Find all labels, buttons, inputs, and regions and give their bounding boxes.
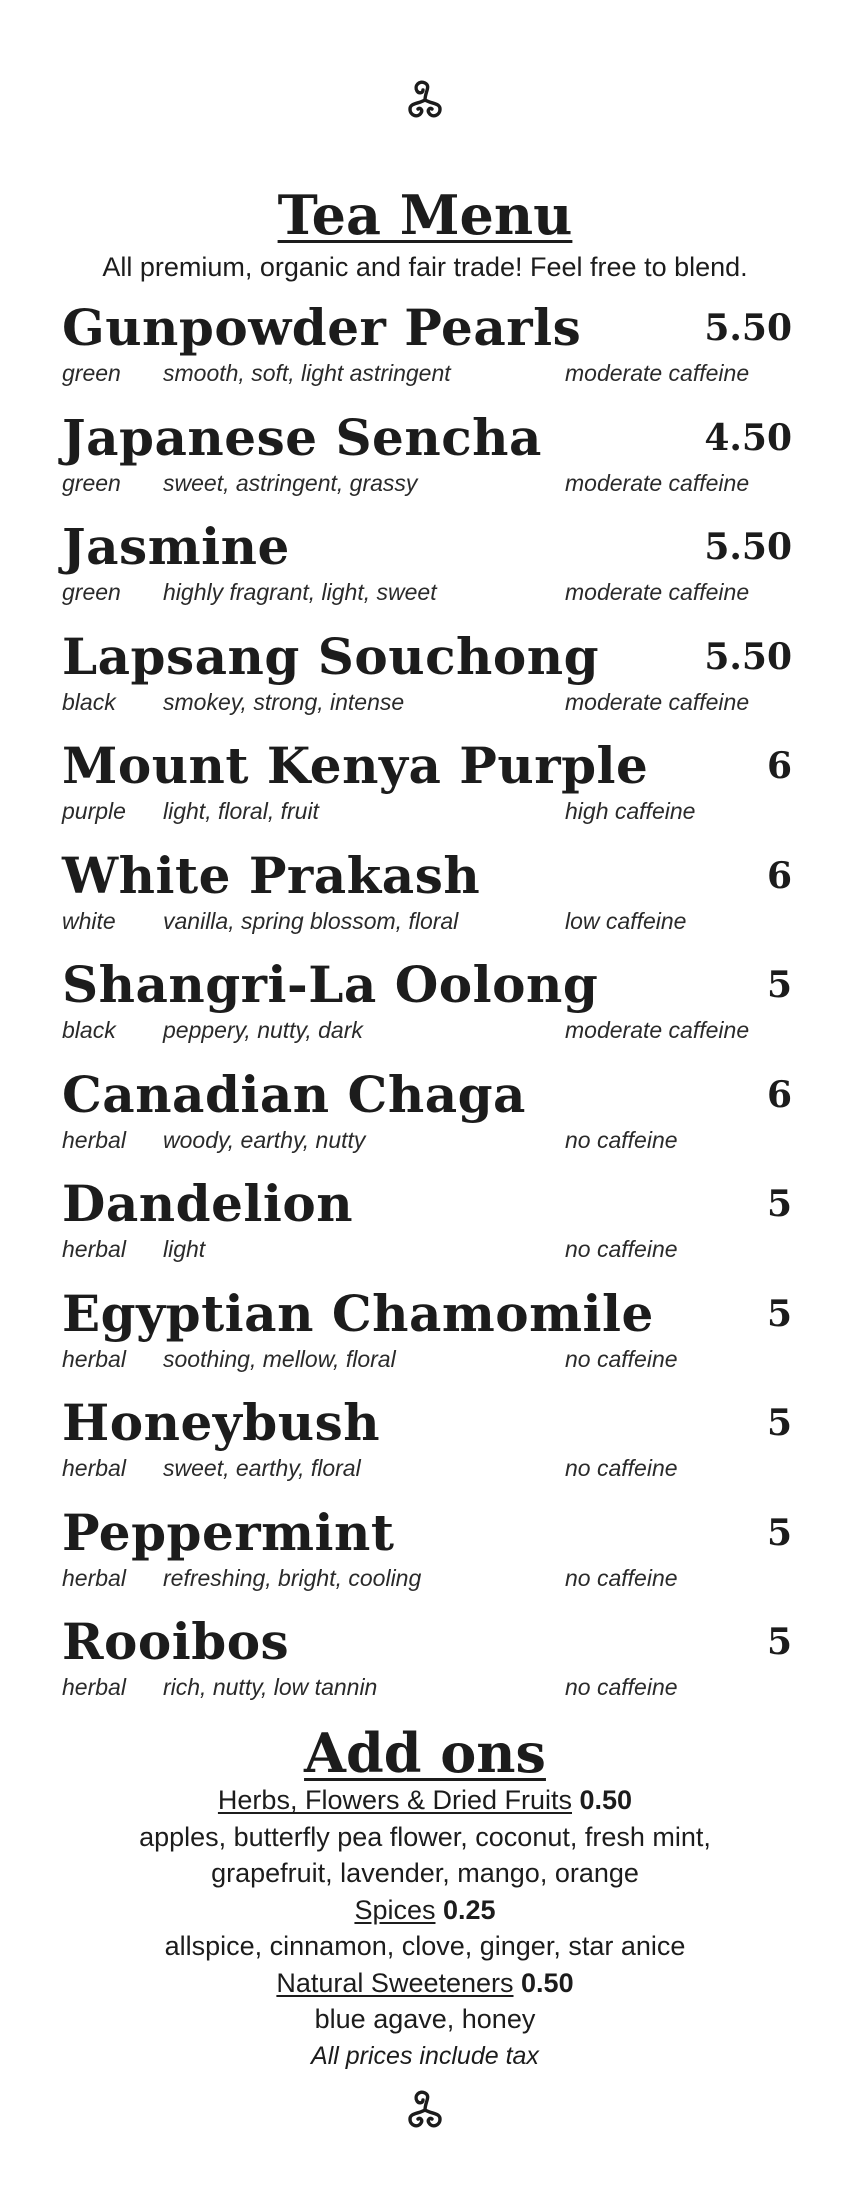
tea-name: Rooibos [62, 1612, 290, 1671]
tea-item-rooibos [62, 1610, 792, 1720]
tea-price: 5 [766, 964, 792, 1006]
tea-caffeine: no caffeine [565, 1564, 678, 1591]
addon-spices-heading [0, 1892, 850, 1929]
tea-price: 5 [766, 1183, 792, 1225]
tea-item-japanese-sencha [62, 406, 792, 516]
tea-type: herbal [62, 1564, 126, 1591]
tea-name: Shangri-La Oolong [62, 955, 599, 1014]
addon-spices-items: allspice, cinnamon, clove, ginger, star anice [164, 1931, 686, 1961]
tea-caffeine: moderate caffeine [565, 579, 750, 605]
tea-type: black [62, 1017, 116, 1043]
page-title: Tea Menu [277, 183, 573, 247]
tea-item-honeybush [62, 1391, 792, 1501]
tea-price: 5 [766, 1402, 792, 1444]
tea-price: 5.50 [704, 526, 792, 568]
tea-caffeine: moderate caffeine [565, 688, 750, 715]
addon-sweeteners-heading [0, 1965, 850, 2002]
tea-price: 5.50 [704, 635, 792, 678]
tea-notes: peppery, nutty, dark [163, 1017, 363, 1043]
addon-sweeteners-price: 0.50 [521, 1967, 574, 1998]
triskele-icon-svg [401, 76, 449, 124]
tea-item-egyptian-chamomile [62, 1282, 792, 1392]
tea-type: herbal [62, 1236, 126, 1262]
tea-name: Gunpowder Pearls [62, 298, 582, 357]
addon-herbs-heading [0, 1782, 850, 1819]
tea-notes: rich, nutty, low tannin [163, 1674, 378, 1700]
tea-name: Canadian Chaga [62, 1064, 526, 1124]
tea-price: 6 [766, 854, 792, 897]
tea-item-white-prakash [62, 844, 792, 954]
tea-caffeine: no caffeine [565, 1236, 678, 1262]
tea-type: herbal [62, 1126, 126, 1153]
tea-price: 5 [766, 1511, 792, 1554]
tea-caffeine: moderate caffeine [565, 1017, 750, 1043]
addon-sweeteners-label: Natural Sweeteners [276, 1967, 514, 1998]
tea-type: herbal [62, 1674, 126, 1700]
tea-name: Peppermint [62, 1502, 395, 1562]
tea-item-lapsang-souchong [62, 625, 792, 735]
tax-note: All prices include tax [311, 2041, 539, 2070]
addon-herbs-label: Herbs, Flowers & Dried Fruits [217, 1785, 572, 1815]
tea-notes: light, floral, fruit [163, 798, 319, 824]
tea-price: 5 [766, 1621, 792, 1663]
tea-name: Dandelion [62, 1174, 354, 1233]
triskele-icon [0, 76, 850, 124]
addon-sweeteners-items: blue agave, honey [314, 2004, 536, 2034]
page-subtitle: All premium, organic and fair trade! Feel free to blend. [102, 252, 748, 282]
addon-herbs-items-1: apples, butterfly pea flower, coconut, fresh mint, [139, 1821, 711, 1852]
tea-type: black [62, 688, 116, 715]
tea-caffeine: no caffeine [565, 1126, 678, 1153]
tea-notes: sweet, astringent, grassy [163, 469, 418, 496]
tea-item-dandelion [62, 1172, 792, 1282]
tea-price: 5.50 [704, 307, 792, 349]
tea-notes: smokey, strong, intense [163, 688, 405, 715]
tea-caffeine: no caffeine [565, 1345, 678, 1372]
addons-title: Add ons [304, 1721, 546, 1785]
tea-notes: sweet, earthy, floral [163, 1455, 361, 1481]
triskele-icon-svg [401, 2086, 449, 2134]
tea-caffeine: low caffeine [565, 907, 687, 934]
tea-item-gunpowder-pearls [62, 296, 792, 406]
tea-type: green [62, 469, 121, 496]
tea-name: Honeybush [62, 1393, 381, 1452]
tea-list [62, 296, 792, 1720]
tea-type: herbal [62, 1345, 126, 1372]
tea-notes: refreshing, bright, cooling [163, 1564, 422, 1591]
tea-item-peppermint [62, 1501, 792, 1611]
tea-name: White Prakash [62, 845, 481, 905]
addon-spices-price: 0.25 [443, 1894, 496, 1925]
addons-section [0, 1782, 850, 2074]
tea-caffeine: moderate caffeine [565, 360, 750, 386]
tea-caffeine: high caffeine [565, 798, 696, 824]
tea-name: Egyptian Chamomile [62, 1283, 654, 1343]
tea-caffeine: no caffeine [565, 1674, 678, 1700]
addon-herbs-items-2: grapefruit, lavender, mango, orange [211, 1858, 639, 1888]
tea-notes: smooth, soft, light astringent [163, 360, 451, 386]
tea-type: purple [62, 798, 126, 824]
tea-item-jasmine [62, 515, 792, 625]
tea-name: Japanese Sencha [62, 407, 542, 467]
addon-herbs-price: 0.50 [579, 1785, 633, 1815]
tea-notes: woody, earthy, nutty [163, 1126, 366, 1153]
triskele-icon [0, 2086, 850, 2134]
tea-item-mount-kenya-purple [62, 734, 792, 844]
tea-type: green [62, 579, 121, 605]
tea-type: green [62, 360, 121, 386]
tea-notes: light [163, 1236, 206, 1262]
tea-name: Jasmine [62, 517, 290, 576]
tea-notes: highly fragrant, light, sweet [163, 579, 437, 605]
tea-name: Lapsang Souchong [62, 626, 600, 686]
tea-price: 4.50 [704, 416, 792, 459]
tea-item-shangri-la-oolong [62, 953, 792, 1063]
tea-name: Mount Kenya Purple [62, 736, 649, 795]
tea-type: white [62, 907, 116, 934]
tea-caffeine: no caffeine [565, 1455, 678, 1481]
tea-price: 6 [766, 1073, 792, 1116]
tea-item-canadian-chaga [62, 1063, 792, 1173]
tea-type: herbal [62, 1455, 126, 1481]
addon-spices-label: Spices [354, 1894, 436, 1925]
tea-notes: vanilla, spring blossom, floral [163, 907, 459, 934]
tea-notes: soothing, mellow, floral [163, 1345, 396, 1372]
tea-price: 5 [766, 1292, 792, 1335]
tea-caffeine: moderate caffeine [565, 469, 750, 496]
tea-price: 6 [766, 745, 792, 787]
